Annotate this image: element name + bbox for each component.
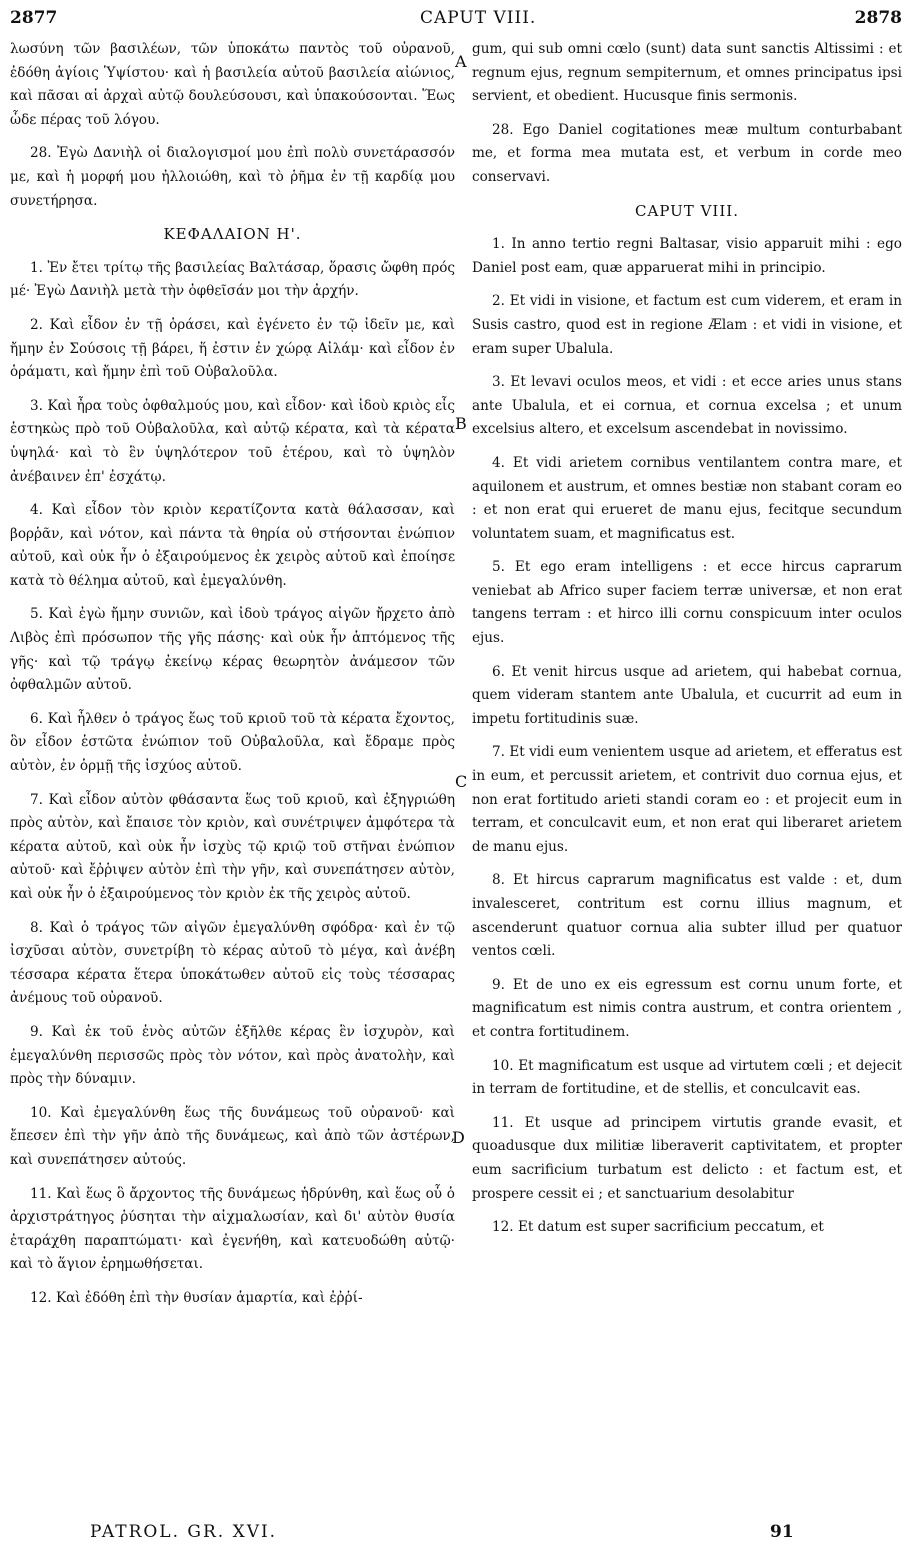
greek-verse: 12. Καὶ ἐδόθη ἐπὶ τὴν θυσίαν ἁμαρτία, καὶ ἐῤῥί-: [30, 1289, 363, 1306]
latin-verse: 12. Et datum est super sacrificium peccatum, et: [492, 1219, 824, 1236]
greek-verse: 3. Καὶ ἦρα τοὺς ὀφθαλμούς μου, καὶ εἶδον· καὶ ἰδοὺ κριὸς εἷς ἑστηκὼς πρὸ τοῦ Οὐβαλοῦλα, καὶ αὐτῷ κέρατα, καὶ τὰ κέρατα ὑψηλά· καὶ τὸ ἓν ὑψηλότερον τοῦ ἑτέρου, καὶ τὸ ὑψηλὸν ἀνέβαινεν ἐπ' ἐσχάτῳ.: [10, 397, 455, 485]
greek-verse: 10. Καὶ ἐμεγαλύνθη ἕως τῆς δυνάμεως τοῦ οὐρανοῦ· καὶ ἔπεσεν ἐπὶ τὴν γῆν ἀπὸ τῆς δυνάμεως, καὶ ἀπὸ τῶν ἀστέρων, καὶ συνεπάτησεν αὐτούς.: [10, 1104, 455, 1168]
greek-verse-28: 28. Ἐγὼ Δανιὴλ οἱ διαλογισμοί μου ἐπὶ πολὺ συνετάρασσόν με, καὶ ἡ μορφή μου ἠλλοιώθη, καὶ τὸ ῥῆμα ἐν τῇ καρδίᾳ μου συνετήρησα.: [10, 145, 455, 209]
footer-page-number: 91: [770, 1522, 794, 1542]
latin-verse: 1. In anno tertio regni Baltasar, visio apparuit mihi : ego Daniel post eam, quæ apparuerat mihi in principio.: [472, 236, 902, 276]
margin-marker-d: D: [452, 1128, 465, 1147]
footer-source: PATROL. GR. XVI.: [90, 1522, 278, 1542]
latin-verse: 6. Et venit hircus usque ad arietem, qui habebat cornua, quem videram stantem ante Ubalula, et cucurrit ad eum in impetu fortitudinis suæ.: [472, 663, 902, 727]
latin-verse: 11. Et usque ad principem virtutis grande evasit, et quoadusque dux militiæ liberaverit captivitatem, et propter eum sacrificium turbatum est delicto : et factum est, et prospere cessit ei ; et sanctuarium desolabitur: [472, 1114, 902, 1202]
greek-verse: 2. Καὶ εἶδον ἐν τῇ ὁράσει, καὶ ἐγένετο ἐν τῷ ἰδεῖν με, καὶ ἤμην ἐν Σούσοις τῇ βάρει, ἥ ἐστιν ἐν χώρᾳ Αἰλάμ· καὶ εἶδον ἐν ὁράματι, καὶ ἤμην ἐπὶ τοῦ Οὐβαλοῦλα.: [10, 316, 455, 381]
greek-intro: λωσύνη τῶν βασιλέων, τῶν ὑποκάτω παντὸς τοῦ οὐρανοῦ, ἐδόθη ἁγίοις Ὑψίστου· καὶ ἡ βασιλεία αὐτοῦ βασιλεία αἰώνιος, καὶ πᾶσαι αἱ ἀρχαὶ αὐτῷ δουλεύσουσι, καὶ ὑπακούσονται. Ἕως ὧδε πέρας τοῦ λόγου.: [10, 41, 455, 128]
greek-verse: 1. Ἐν ἔτει τρίτῳ τῆς βασιλείας Βαλτάσαρ, ὅρασις ὤφθη πρός μέ· Ἐγὼ Δανιὴλ μετὰ τὴν ὀφθεῖσάν μοι τὴν ἀρχήν.: [10, 259, 455, 300]
margin-marker-a: A: [455, 52, 467, 71]
latin-verse-28: 28. Ego Daniel cogitationes meæ multum conturbabant me, et forma mea mutata est, et verbum in corde meo conservavi.: [472, 121, 902, 185]
latin-verse: 7. Et vidi eum venientem usque ad arietem, et efferatus est in eum, et percussit arietem, et contrivit duo cornua ejus, et non erat fortitudo arieti standi coram eo : et projecit eum in terram, et conculcavit eum, et non erat qui liberaret arietem de manu ejus.: [472, 744, 902, 855]
page-number-left: 2877: [10, 8, 58, 28]
greek-verse: 8. Καὶ ὁ τράγος τῶν αἰγῶν ἐμεγαλύνθη σφόδρα· καὶ ἐν τῷ ἰσχῦσαι αὐτὸν, συνετρίβη τὸ κέρας αὐτοῦ τὸ μέγα, καὶ ἀνέβη τέσσαρα κέρατα ἕτερα ὑποκάτωθεν αὐτοῦ εἰς τοὺς τέσσαρας ἀνέμους τοῦ οὐρανοῦ.: [10, 919, 455, 1007]
latin-verse: 8. Et hircus caprarum magnificatus est valde : et, dum invalesceret, contritum est cornu illius magnum, et ascenderunt quatuor cornua alia subter illud per quatuor ventos cœli.: [472, 872, 902, 960]
greek-column: [10, 38, 455, 1321]
margin-marker-b: B: [455, 414, 467, 433]
greek-verse: 9. Καὶ ἐκ τοῦ ἑνὸς αὐτῶν ἐξῆλθε κέρας ἓν ἰσχυρὸν, καὶ ἐμεγαλύνθη περισσῶς πρὸς τὸν νότον, καὶ πρὸς ἀνατολὴν, καὶ πρὸς τὴν δύναμιν.: [10, 1023, 455, 1088]
latin-verse: 4. Et vidi arietem cornibus ventilantem contra mare, et aquilonem et austrum, et omnes bestiæ non stabant coram eo : et non erat qui erueret de manu ejus, fecitque secundum voluntatem suam, et magnificatus est.: [472, 454, 902, 542]
page-number-right: 2878: [854, 8, 902, 28]
latin-verse: 10. Et magnificatum est usque ad virtutem cœli ; et dejecit in terram de fortitudine, et de stellis, et conculcavit eas.: [472, 1057, 902, 1098]
latin-verse: 9. Et de uno ex eis egressum est cornu unum forte, et magnificatum est nimis contra austrum, et contra orientem , et contra fortitudinem.: [472, 976, 902, 1040]
greek-verse: 11. Καὶ ἕως ὃ ἄρχοντος τῆς δυνάμεως ἡδρύνθη, καὶ ἕως οὗ ὁ ἀρχιστράτηγος ῥύσηται τὴν αἰχμαλωσίαν, καὶ δι' αὐτὸν θυσία ἐταράχθη παραπτώματι· καὶ ἐγενήθη, καὶ κατευοδώθη αὐτῷ· καὶ τὸ ἅγιον ἐρημωθήσεται.: [10, 1185, 455, 1273]
greek-verse: 6. Καὶ ἦλθεν ὁ τράγος ἕως τοῦ κριοῦ τοῦ τὰ κέρατα ἔχοντος, ὃν εἶδον ἑστῶτα ἐνώπιον τοῦ Οὐβαλοῦλα, καὶ ἔδραμε πρὸς αὐτὸν, ἐν ὁρμῇ τῆς ἰσχύος αὐτοῦ.: [10, 710, 455, 775]
latin-column: [472, 38, 902, 1250]
latin-verse: 2. Et vidi in visione, et factum est cum viderem, et eram in Susis castro, quod est in regione Ælam : et vidi in visione, et eram super Ubalula.: [472, 293, 902, 357]
greek-chapter-heading: ΚΕΦΑΛΑΙΟΝ Η'.: [163, 225, 302, 244]
running-header: CAPUT VIII.: [420, 8, 537, 28]
greek-verse: 7. Καὶ εἶδον αὐτὸν φθάσαντα ἕως τοῦ κριοῦ, καὶ ἐξηγριώθη πρὸς αὐτὸν, καὶ ἔπαισε τὸν κριὸν, καὶ συνέτριψεν ἀμφότερα τὰ κέρατα αὐτοῦ, καὶ οὐκ ἦν ἰσχὺς τῷ κριῷ τοῦ στῆναι ἐνώπιον αὐτοῦ· καὶ ἔῤῥιψεν αὐτὸν ἐπὶ τὴν γῆν, καὶ συνεπάτησεν αὐτὸν, καὶ οὐκ ἦν ὁ ἐξαιρούμενος τὸν κριὸν ἐκ τῆς χειρὸς αὐτοῦ.: [10, 791, 455, 902]
latin-verse: 5. Et ego eram intelligens : et ecce hircus caprarum veniebat ab Africo super faciem terræ universæ, et non erat tangens terram : et hirco illi cornu conspicuum inter oculos ejus.: [472, 559, 902, 647]
latin-verse: 3. Et levavi oculos meos, et vidi : et ecce aries unus stans ante Ubalula, et ei cornua, et cornua excelsa ; et unum excelsius altero, et excelsum ascendebat in novissimo.: [472, 374, 902, 438]
latin-intro: gum, qui sub omni cœlo (sunt) data sunt sanctis Altissimi : et regnum ejus, regnum sempiternum, et omnes principatus ipsi servient, et obedient. Hucusque finis sermonis.: [472, 41, 902, 105]
margin-marker-c: C: [455, 772, 468, 791]
greek-verse: 5. Καὶ ἐγὼ ἤμην συνιῶν, καὶ ἰδοὺ τράγος αἰγῶν ἤρχετο ἀπὸ Λιβὸς ἐπὶ πρόσωπον τῆς γῆς πάσης· καὶ οὐκ ἦν ἁπτόμενος τῆς γῆς· καὶ τῷ τράγῳ ἐκείνῳ κέρας θεωρητὸν ἀνάμεσον τῶν ὀφθαλμῶν αὐτοῦ.: [10, 606, 455, 694]
greek-verse: 4. Καὶ εἶδον τὸν κριὸν κερατίζοντα κατὰ θάλασσαν, καὶ βορῥᾶν, καὶ νότον, καὶ πάντα τὰ θηρία οὐ στήσονται ἐνώπιον αὐτοῦ, καὶ οὐκ ἦν ὁ ἐξαιρούμενος ἐκ χειρὸς αὐτοῦ καὶ ἐποίησε κατὰ τὸ θέλημα αὐτοῦ, καὶ ἐμεγαλύνθη.: [10, 502, 455, 589]
latin-chapter-heading: CAPUT VIII.: [635, 201, 739, 220]
